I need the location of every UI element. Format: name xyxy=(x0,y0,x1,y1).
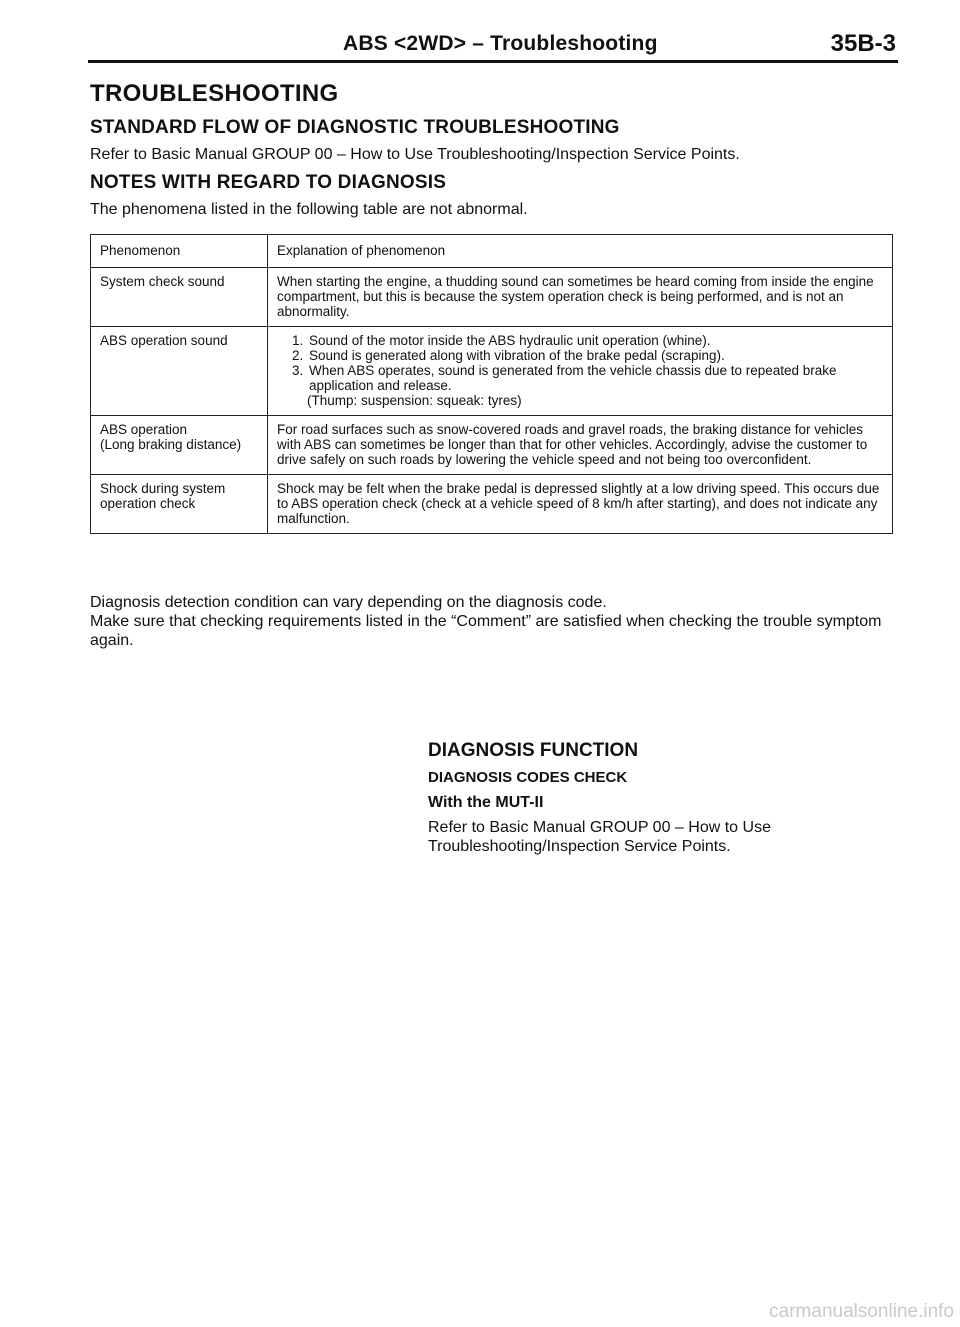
watermark: carmanualsonline.info xyxy=(769,1301,954,1322)
list-item: 3. When ABS operates, sound is generated from the vehicle chassis due to repeated brake application and release. xyxy=(307,363,884,393)
with-mut-heading: With the MUT-II xyxy=(428,794,544,811)
page-header xyxy=(88,28,898,62)
sound-note: (Thump: suspension: squeak: tyres) xyxy=(307,393,522,408)
column-header-explanation: Explanation of phenomenon xyxy=(268,235,893,268)
notes-heading: NOTES WITH REGARD TO DIAGNOSIS xyxy=(90,172,447,193)
list-item: 1. Sound of the motor inside the ABS hydraulic unit operation (whine). xyxy=(307,333,884,348)
diagnosis-condition-text xyxy=(90,593,895,650)
diagnosis-function-heading: DIAGNOSIS FUNCTION xyxy=(428,740,639,761)
standard-flow-text: Refer to Basic Manual GROUP 00 – How to Use Troubleshooting/Inspection Service Points. xyxy=(90,146,740,163)
phenomenon-line: ABS operation xyxy=(100,422,188,437)
explanation-cell xyxy=(268,327,893,416)
phenomena-table xyxy=(90,234,893,534)
header-title: ABS <2WD> – Troubleshooting xyxy=(343,32,658,55)
phenomenon-line: (Long braking distance) xyxy=(100,437,242,452)
phenomenon-cell xyxy=(91,416,268,475)
condition-line: Diagnosis detection condition can vary depending on the diagnosis code. xyxy=(90,594,607,611)
standard-flow-heading: STANDARD FLOW OF DIAGNOSTIC TROUBLESHOOTING xyxy=(90,117,620,138)
sound-list xyxy=(277,333,884,393)
diagnosis-function-section xyxy=(428,740,894,856)
list-item: 2. Sound is generated along with vibration of the brake pedal (scraping). xyxy=(307,348,884,363)
phenomenon-cell: System check sound xyxy=(91,268,268,327)
section-title-troubleshooting: TROUBLESHOOTING xyxy=(90,80,339,107)
condition-line: Make sure that checking requirements listed in the “Comment” are satisfied when checking the trouble symptom again. xyxy=(90,613,882,649)
table-row xyxy=(91,416,893,475)
explanation-cell: When starting the engine, a thudding sound can sometimes be heard coming from inside the engine compartment, but this is because the system operation check is being performed, and is not an abnormality. xyxy=(268,268,893,327)
diagnosis-codes-check-heading: DIAGNOSIS CODES CHECK xyxy=(428,769,628,786)
column-header-phenomenon: Phenomenon xyxy=(91,235,268,268)
phenomenon-cell: ABS operation sound xyxy=(91,327,268,416)
diagnosis-function-text: Refer to Basic Manual GROUP 00 – How to Use Troubleshooting/Inspection Service Points. xyxy=(428,819,771,855)
table-row xyxy=(91,475,893,534)
phenomenon-cell: Shock during system operation check xyxy=(91,475,268,534)
explanation-cell: Shock may be felt when the brake pedal is depressed slightly at a low driving speed. This occurs due to ABS operation check (check at a vehicle speed of 8 km/h after starting), and does not indicate any malfunction. xyxy=(268,475,893,534)
page-code: 35B-3 xyxy=(830,30,896,57)
explanation-cell: For road surfaces such as snow-covered roads and gravel roads, the braking distance for vehicles with ABS can sometimes be longer than that for other vehicles. Accordingly, advise the customer to drive safely on such roads by lowering the vehicle speed and not being too overconfident. xyxy=(268,416,893,475)
table-header-row xyxy=(91,235,893,268)
table-row xyxy=(91,268,893,327)
header-rule xyxy=(88,60,898,63)
table-row xyxy=(91,327,893,416)
notes-text: The phenomena listed in the following table are not abnormal. xyxy=(90,201,528,218)
